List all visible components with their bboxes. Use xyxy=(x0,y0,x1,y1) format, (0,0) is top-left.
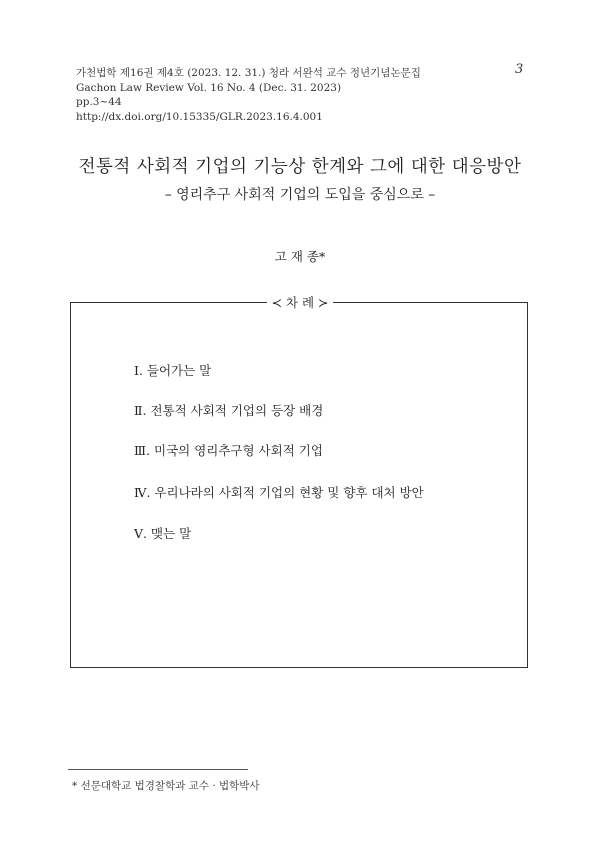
toc-heading-label: ≺ 차 례 ≻ xyxy=(267,295,332,310)
journal-header xyxy=(76,66,421,124)
toc-item: Ⅱ. 전통적 사회적 기업의 등장 배경 xyxy=(134,403,324,418)
paper-title: 전통적 사회적 기업의 기능상 한계와 그에 대한 대응방안 xyxy=(78,157,522,177)
doi-link[interactable]: http://dx.doi.org/10.15335/GLR.2023.16.4.001 xyxy=(76,110,323,123)
toc-item: Ⅳ. 우리나라의 사회적 기업의 현황 및 향후 대처 방안 xyxy=(134,485,424,500)
page-number: 3 xyxy=(515,62,524,77)
page-range: pp.3~44 xyxy=(76,96,122,108)
author-name: 고 재 종* xyxy=(274,249,326,264)
journal-citation-korean: 가천법학 제16권 제4호 (2023. 12. 31.) 청라 서완석 교수 정년기념논문집 xyxy=(76,67,421,79)
toc-heading xyxy=(0,292,600,311)
toc-item: Ⅴ. 맺는 말 xyxy=(134,526,192,541)
toc-item: Ⅰ. 들어가는 말 xyxy=(134,363,212,378)
journal-citation-english: Gachon Law Review Vol. 16 No. 4 (Dec. 31. 2023) xyxy=(76,81,342,94)
footnote-divider xyxy=(68,769,248,770)
paper-subtitle: – 영리추구 사회적 기업의 도입을 중심으로 – xyxy=(164,187,436,203)
author-footnote: * 선문대학교 법경찰학과 교수 · 법학박사 xyxy=(72,780,260,792)
toc-item: Ⅲ. 미국의 영리추구형 사회적 기업 xyxy=(134,443,323,458)
